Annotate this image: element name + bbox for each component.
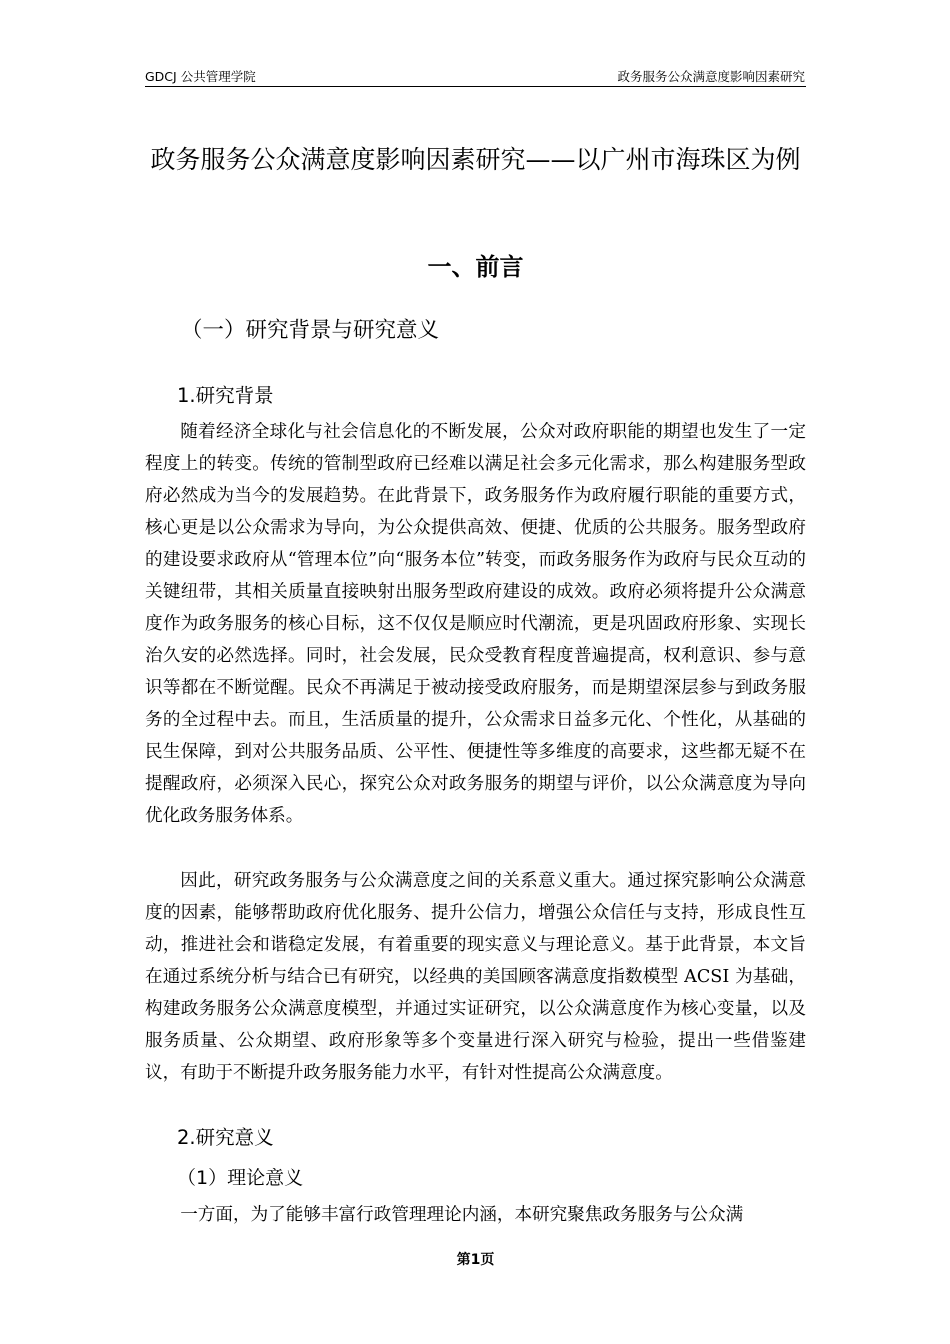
document-title: 政务服务公众满意度影响因素研究——以广州市海珠区为例: [150, 145, 801, 174]
header-running-title: 政务服务公众满意度影响因素研究: [617, 69, 805, 84]
heading-research-background: 1.研究背景: [177, 384, 274, 407]
page-header: [145, 68, 805, 86]
paragraph-background-2: 因此，研究政务服务与公众满意度之间的关系意义重大。通过探究影响公众满意度的因素，能够帮助政府优化服务、提升公信力，增强公众信任与支持，形成良性互动，推进社会和谐稳定发展，有着重要的现实意义与理论意义。基于此背景，本文旨在通过系统分析与结合已有研究，以经典的美国顾客满意度指数模型 ACSI 为基础，构建政务服务公众满意度模型，并通过实证研究，以公众满意度作为核心变量，以及服务质量、公众期望、政府形象等多个变量进行深入研究与检验，提出一些借鉴建议，有助于不断提升政务服务能力水平，有针对性提高公众满意度。: [145, 871, 806, 1083]
paragraph-theoretical-significance: 一方面，为了能够丰富行政管理理论内涵，本研究聚焦政务服务与公众满: [180, 1205, 744, 1225]
header-divider: [145, 86, 806, 87]
header-institution: GDCJ 公共管理学院: [145, 69, 256, 84]
heading-theoretical-significance: （1）理论意义: [177, 1167, 304, 1189]
page-number: 第1页: [456, 1252, 495, 1268]
heading-research-significance: 2.研究意义: [177, 1126, 274, 1149]
section-heading-preface: 一、前言: [427, 253, 524, 281]
paragraph-background-1: 随着经济全球化与社会信息化的不断发展，公众对政府职能的期望也发生了一定程度上的转变。传统的管制型政府已经难以满足社会多元化需求，那么构建服务型政府必然成为当今的发展趋势。在此背景下，政务服务作为政府履行职能的重要方式，核心更是以公众需求为导向，为公众提供高效、便捷、优质的公共服务。服务型政府的建设要求政府从“管理本位”向“服务本位”转变，而政务服务作为政府与民众互动的关键纽带，其相关质量直接映射出服务型政府建设的成效。政府必须将提升公众满意度作为政务服务的核心目标，这不仅仅是顺应时代潮流，更是巩固政府形象、实现长治久安的必然选择。同时，社会发展，民众受教育程度普遍提高，权利意识、参与意识等都在不断觉醒。民众不再满足于被动接受政府服务，而是期望深层参与到政务服务的全过程中去。而且，生活质量的提升，公众需求日益多元化、个性化，从基础的民生保障，到对公共服务品质、公平性、便捷性等多维度的高要求，这些都无疑不在提醒政府，必须深入民心，探究公众对政务服务的期望与评价，以公众满意度为导向优化政务服务体系。: [145, 422, 806, 826]
subsection-heading-background-significance: （一）研究背景与研究意义: [181, 318, 440, 343]
